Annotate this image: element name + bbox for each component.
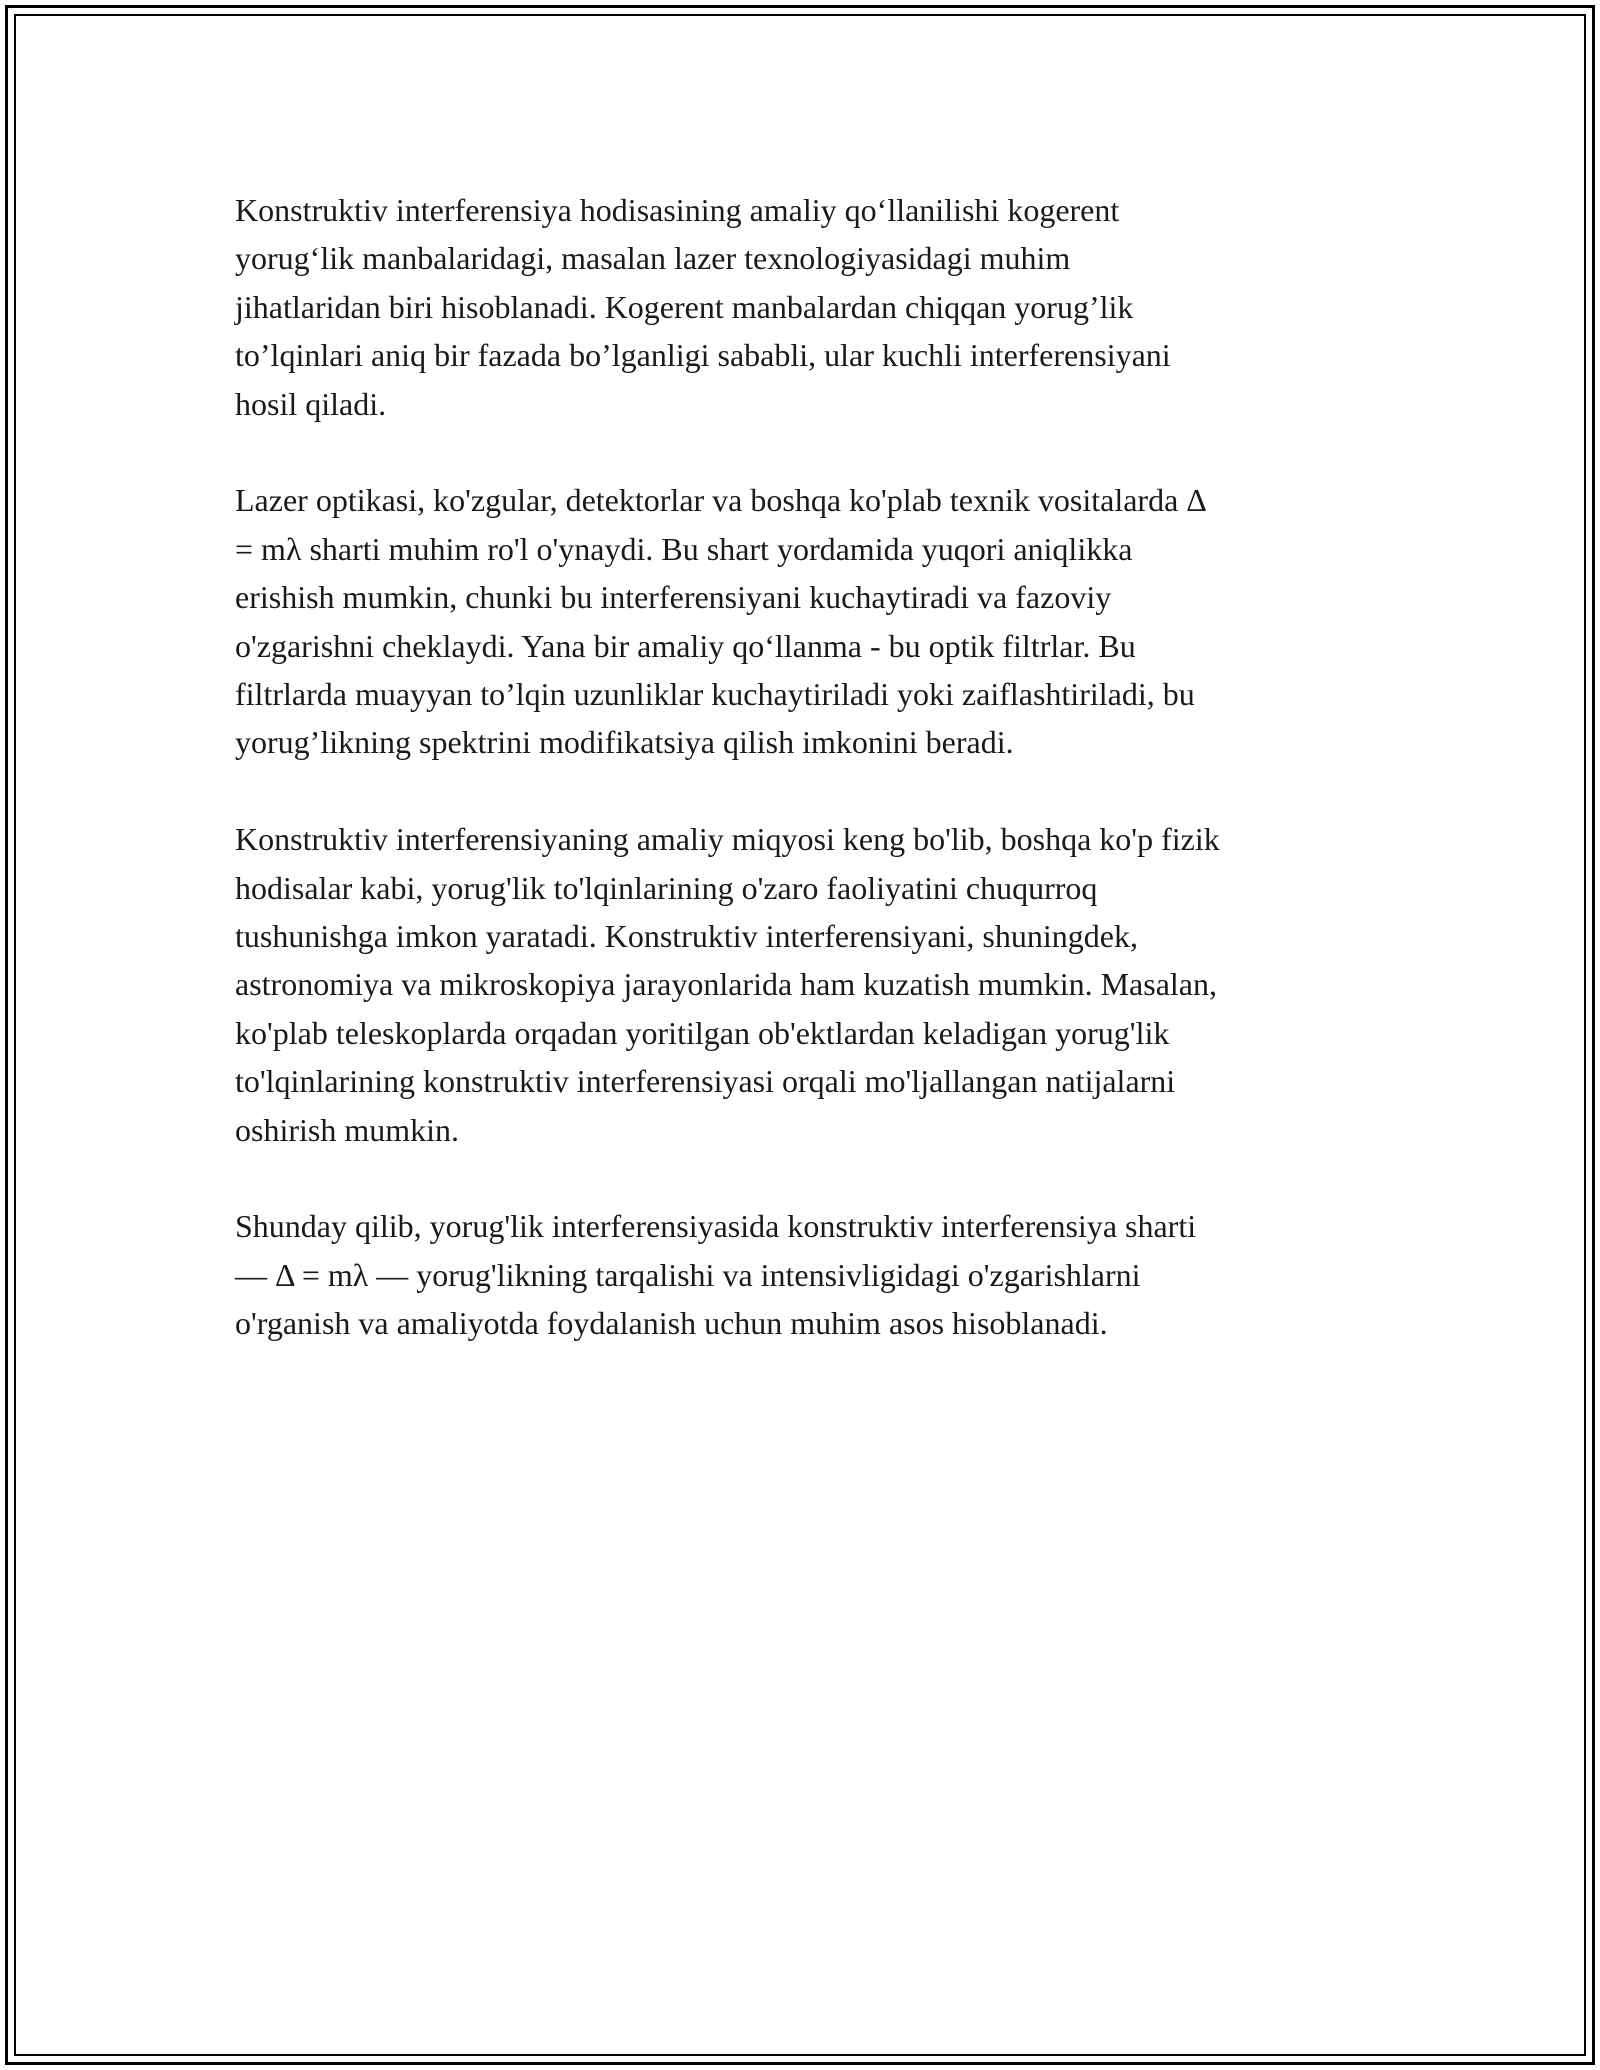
paragraph-laser-optics: Lazer optikasi, ko'zgular, detektorlar va boshqa ko'plab texnik vositalarda Δ = mλ sharti muhim ro'l o'ynaydi. Bu shart yordamida yuqori aniqlikka erishish mumkin, chunki bu interferensiyani kuchaytiradi va fazoviy o'zgarishni cheklaydi. Yana bir amaliy qo‘llanma - bu optik filtrlar. Bu filtrlarda muayyan to’lqin uzunliklar kuchaytiriladi yoki zaiflashtiriladi, bu yorug’likning spektrini modifikatsiya qilish imkonini beradi.: [235, 482, 1207, 761]
paragraph-coherent-sources: Konstruktiv interferensiya hodisasining amaliy qo‘llanilishi kogerent yorug‘lik manbalaridagi, masalan lazer texnologiyasidagi muhim jihatlaridan biri hisoblanadi. Kogerent manbalardan chiqqan yorug’lik to’lqinlari aniq bir fazada bo’lganligi sababli, ular kuchli interferensiyani hosil qiladi.: [235, 192, 1171, 422]
paragraph-practical-scope: Konstruktiv interferensiyaning amaliy miqyosi keng bo'lib, boshqa ko'p fizik hodisalar kabi, yorug'lik to'lqinlarining o'zaro faoliyatini chuqurroq tushunishga imkon yaratadi. Konstruktiv interferensiyani, shuningdek, astronomiya va mikroskopiya jarayonlarida ham kuzatish mumkin. Masalan, ko'plab teleskoplarda orqadan yoritilgan ob'ektlardan keladigan yorug'lik to'lqinlarining konstruktiv interferensiyasi orqali mo'ljallangan natijalarni oshirish mumkin.: [235, 821, 1220, 1148]
document-body: [235, 186, 1375, 1396]
paragraph-conclusion: Shunday qilib, yorug'lik interferensiyasida konstruktiv interferensiya sharti — Δ = mλ — yorug'likning tarqalishi va intensivligidagi o'zgarishlarni o'rganish va amaliyotda foydalanish uchun muhim asos hisoblanadi.: [235, 1208, 1197, 1342]
